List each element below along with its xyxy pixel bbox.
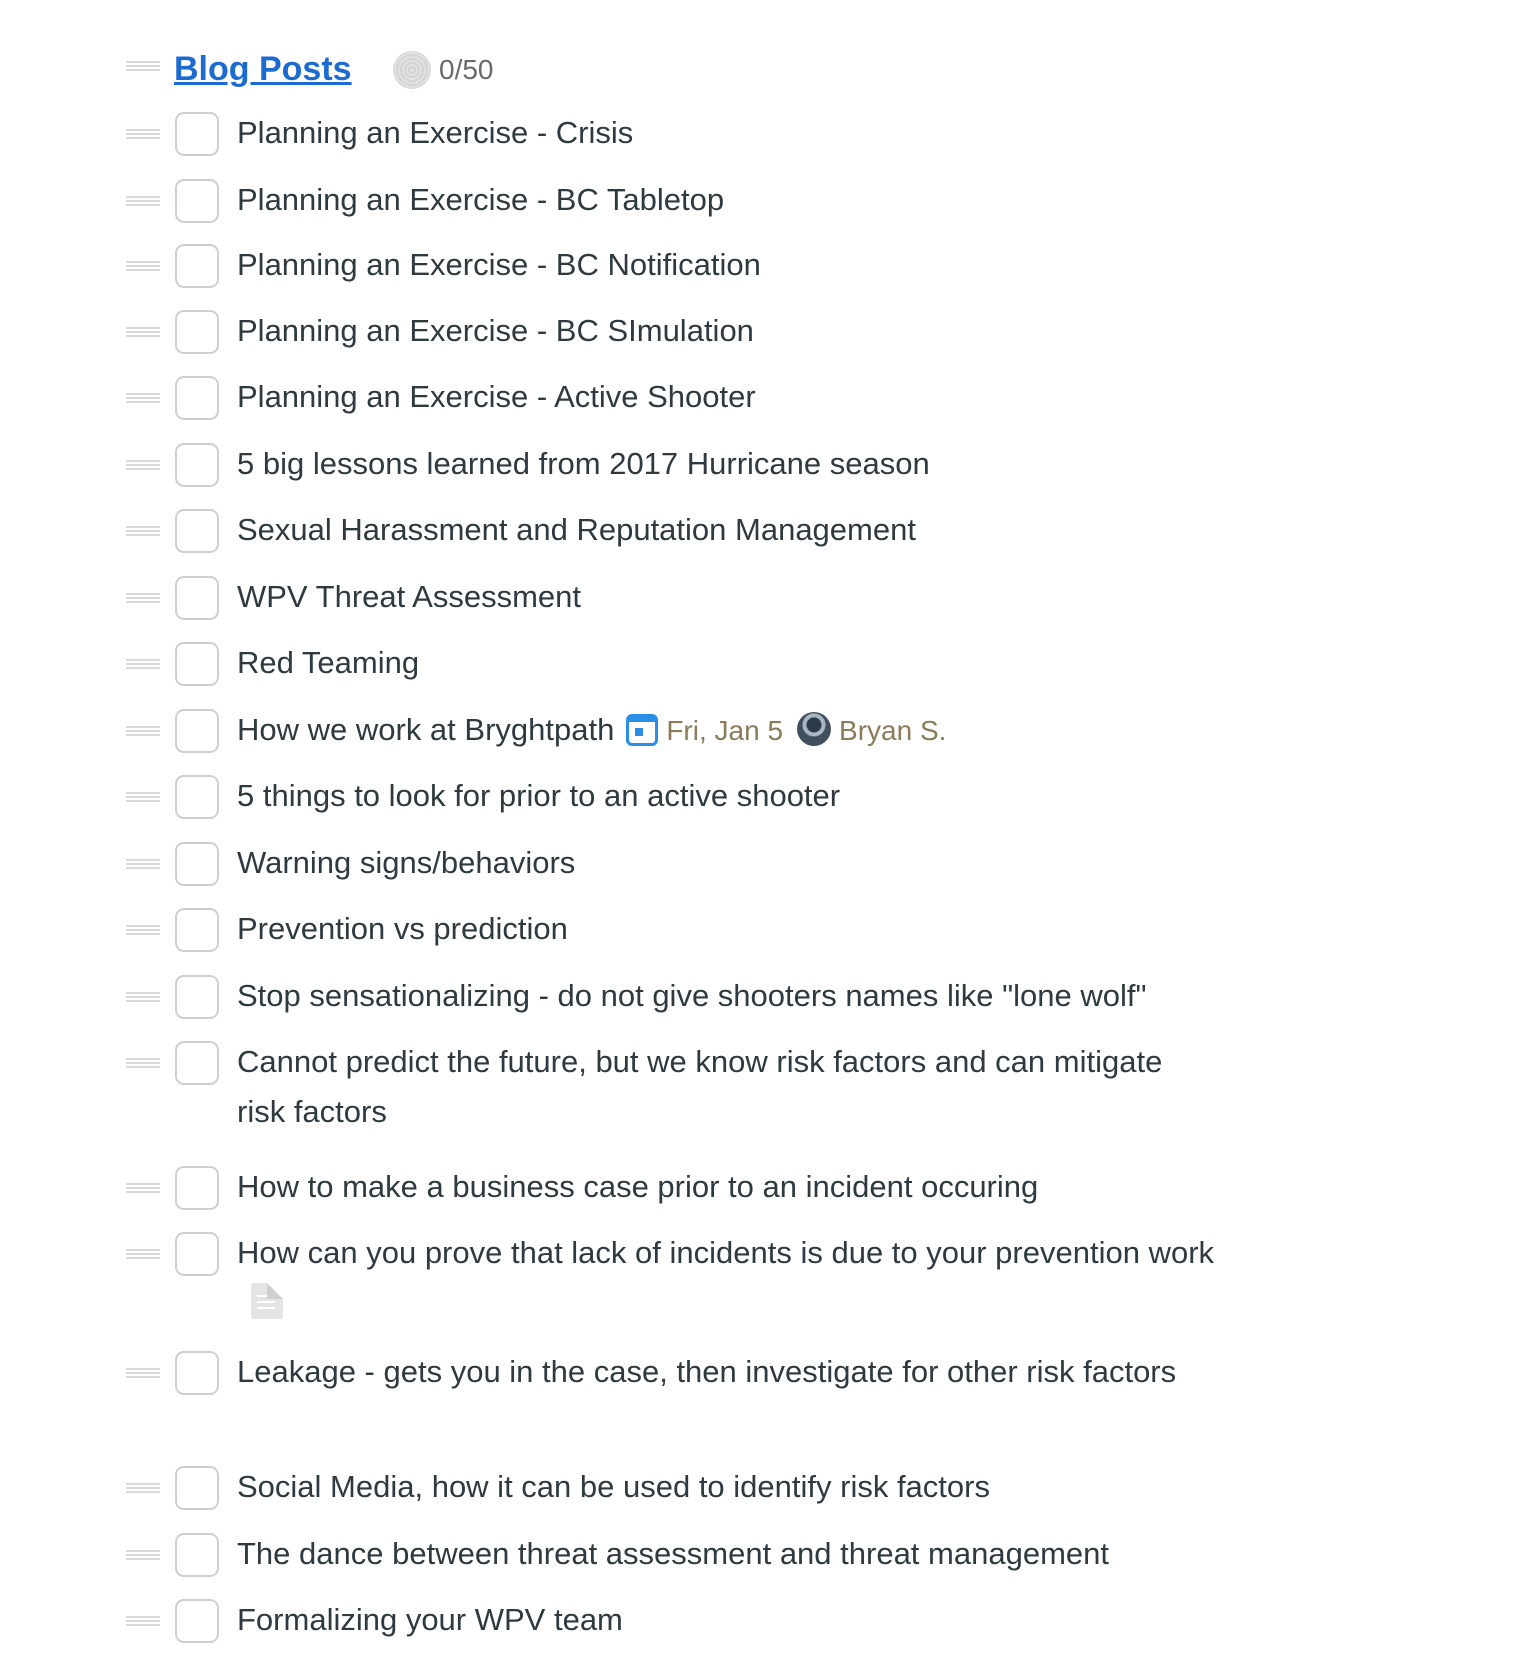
progress-circle-icon <box>393 51 431 89</box>
item-checkbox[interactable] <box>175 908 219 952</box>
drag-handle-icon[interactable] <box>126 1483 160 1493</box>
item-content <box>237 705 1237 756</box>
progress-count: 0/50 <box>439 54 494 85</box>
item-checkbox[interactable] <box>175 775 219 819</box>
item-text[interactable]: Prevention vs prediction <box>237 911 568 946</box>
drag-handle-icon[interactable] <box>126 1058 160 1068</box>
drag-handle-icon[interactable] <box>126 1249 160 1259</box>
item-text[interactable]: Planning an Exercise - BC SImulation <box>237 313 754 348</box>
item-checkbox[interactable] <box>175 112 219 156</box>
item-text[interactable]: Leakage - gets you in the case, then investigate for other risk factors <box>237 1354 1177 1389</box>
item-checkbox[interactable] <box>175 443 219 487</box>
drag-handle-icon[interactable] <box>126 460 160 470</box>
item-text[interactable]: How can you prove that lack of incidents is due to your prevention work <box>237 1235 1215 1270</box>
item-checkbox[interactable] <box>175 576 219 620</box>
item-text[interactable]: Red Teaming <box>237 645 420 680</box>
item-text[interactable]: Formalizing your WPV team <box>237 1602 623 1637</box>
due-date[interactable]: Fri, Jan 5 <box>666 715 784 746</box>
drag-handle-icon[interactable] <box>126 1368 160 1378</box>
item-text[interactable]: Planning an Exercise - BC Tabletop <box>237 182 725 217</box>
drag-handle-icon[interactable] <box>126 792 160 802</box>
item-text[interactable]: WPV Threat Assessment <box>237 579 581 614</box>
item-text[interactable]: 5 big lessons learned from 2017 Hurricane season <box>237 446 930 481</box>
item-text[interactable]: Planning an Exercise - BC Notification <box>237 247 761 282</box>
note-icon[interactable] <box>251 1283 283 1319</box>
item-checkbox[interactable] <box>175 1533 219 1577</box>
drag-handle-icon[interactable] <box>126 659 160 669</box>
drag-handle-icon[interactable] <box>126 526 160 536</box>
item-text[interactable]: How to make a business case prior to an incident occuring <box>237 1169 1039 1204</box>
item-text[interactable]: Social Media, how it can be used to identify risk factors <box>237 1469 990 1504</box>
drag-handle-icon[interactable] <box>126 1550 160 1560</box>
item-checkbox[interactable] <box>175 310 219 354</box>
drag-handle-icon[interactable] <box>126 593 160 603</box>
item-text[interactable]: Planning an Exercise - Crisis <box>237 115 634 150</box>
drag-handle-icon[interactable] <box>126 1183 160 1193</box>
drag-handle-icon[interactable] <box>126 925 160 935</box>
drag-handle-icon[interactable] <box>126 992 160 1002</box>
drag-handle-icon[interactable] <box>126 726 160 736</box>
drag-handle-icon[interactable] <box>126 261 160 271</box>
drag-handle-icon[interactable] <box>126 1616 160 1626</box>
item-text[interactable]: Stop sensationalizing - do not give shooters names like "lone wolf" <box>237 978 1147 1013</box>
item-checkbox[interactable] <box>175 709 219 753</box>
drag-handle-icon[interactable] <box>126 196 160 206</box>
item-text[interactable]: How we work at Bryghtpath <box>237 712 615 747</box>
drag-handle-icon[interactable] <box>126 393 160 403</box>
item-content <box>237 1228 1237 1328</box>
list-title-link[interactable]: Blog Posts <box>174 50 352 88</box>
drag-handle-icon[interactable] <box>126 327 160 337</box>
item-checkbox[interactable] <box>175 1351 219 1395</box>
item-checkbox[interactable] <box>175 1232 219 1276</box>
item-checkbox[interactable] <box>175 509 219 553</box>
avatar[interactable] <box>797 712 831 746</box>
item-text[interactable]: 5 things to look for prior to an active shooter <box>237 778 841 813</box>
item-checkbox[interactable] <box>175 842 219 886</box>
item-checkbox[interactable] <box>175 975 219 1019</box>
item-text[interactable]: The dance between threat assessment and threat management <box>237 1536 1109 1571</box>
item-checkbox[interactable] <box>175 376 219 420</box>
item-checkbox[interactable] <box>175 179 219 223</box>
item-text[interactable]: Planning an Exercise - Active Shooter <box>237 379 756 414</box>
item-checkbox[interactable] <box>175 1041 219 1085</box>
list-drag-handle[interactable] <box>126 61 160 71</box>
item-text[interactable]: Cannot predict the future, but we know risk factors and can mitigate risk factors <box>237 1044 1163 1129</box>
item-checkbox[interactable] <box>175 642 219 686</box>
drag-handle-icon[interactable] <box>126 129 160 139</box>
item-checkbox[interactable] <box>175 1466 219 1510</box>
drag-handle-icon[interactable] <box>126 859 160 869</box>
item-checkbox[interactable] <box>175 1166 219 1210</box>
item-checkbox[interactable] <box>175 244 219 288</box>
item-text[interactable]: Warning signs/behaviors <box>237 845 576 880</box>
item-text[interactable]: Sexual Harassment and Reputation Management <box>237 512 916 547</box>
item-checkbox[interactable] <box>175 1599 219 1643</box>
assignee-name[interactable]: Bryan S. <box>839 715 947 746</box>
calendar-icon[interactable] <box>626 714 658 746</box>
